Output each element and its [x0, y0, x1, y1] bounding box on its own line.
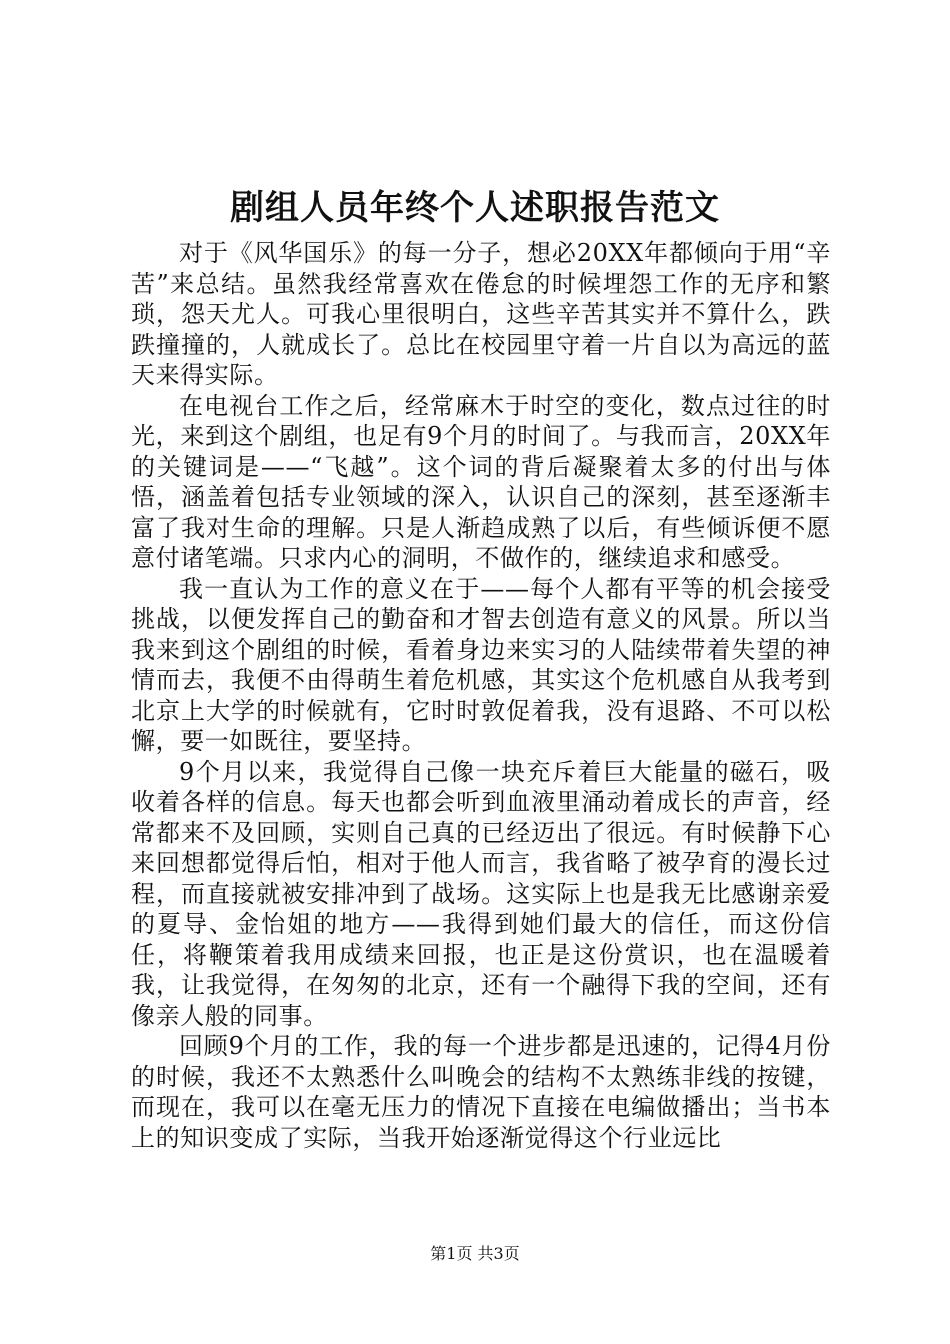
paragraph-3: 我一直认为工作的意义在于——每个人都有平等的机会接受挑战，以便发挥自己的勤奋和才智去创造有意义的风景。所以当我来到这个剧组的时候，看着身边来实习的人陆续带着失望的神情而去，我便不由得萌生着危机感，其实这个危机感自从我考到北京上大学的时候就有，它时时敦促着我，没有退路、不可以松懈，要一如既往，要坚持。	[131, 574, 831, 755]
paragraph-1: 对于《风华国乐》的每一分子，想必20XX年都倾向于用“辛苦”来总结。虽然我经常喜欢在倦怠的时候埋怨工作的无序和繁琐，怨天尤人。可我心里很明白，这些辛苦其实并不算什么，跌跌撞撞的，人就成长了。总比在校园里守着一片自以为高远的蓝天来得实际。	[131, 239, 831, 389]
page-number-footer: 第1页 共3页	[430, 1244, 520, 1263]
document-title: 剧组人员年终个人述职报告范文	[230, 188, 720, 228]
paragraph-4: 9个月以来，我觉得自己像一块充斥着巨大能量的磁石，吸收着各样的信息。每天也都会听到血液里涌动着成长的声音，经常都来不及回顾，实则自己真的已经迈出了很远。有时候静下心来回想都觉得后怕，相对于他人而言，我省略了被孕育的漫长过程，而直接就被安排冲到了战场。这实际上也是我无比感谢亲爱的夏导、金怡姐的地方——我得到她们最大的信任，而这份信任，将鞭策着我用成绩来回报，也正是这份赏识，也在温暖着我，让我觉得，在匆匆的北京，还有一个融得下我的空间，还有像亲人般的同事。	[131, 757, 831, 1030]
document-body	[131, 238, 831, 1153]
paragraph-2: 在电视台工作之后，经常麻木于时空的变化，数点过往的时光，来到这个剧组，也足有9个月的时间了。与我而言，20XX年的关键词是——“飞越”。这个词的背后凝聚着太多的付出与体悟，涵盖着包括专业领域的深入，认识自己的深刻，甚至逐渐丰富了我对生命的理解。只是人渐趋成熟了以后，有些倾诉便不愿意付诸笔端。只求内心的洞明，不做作的，继续追求和感受。	[131, 391, 831, 572]
paragraph-5: 回顾9个月的工作，我的每一个进步都是迅速的，记得4月份的时候，我还不太熟悉什么叫晚会的结构不太熟练非线的按键，而现在，我可以在毫无压力的情况下直接在电编做播出；当书本上的知识变成了实际，当我开始逐渐觉得这个行业远比	[131, 1032, 831, 1152]
